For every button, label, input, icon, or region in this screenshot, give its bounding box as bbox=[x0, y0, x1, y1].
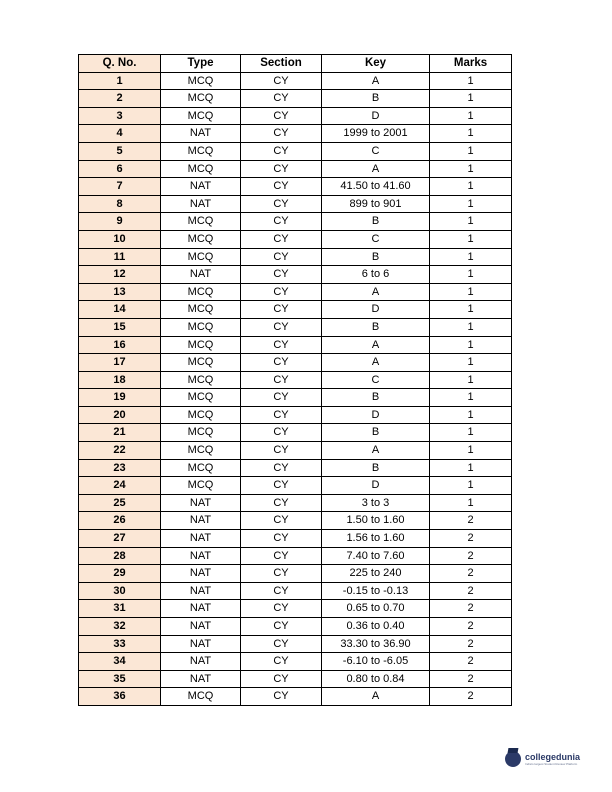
cell-key: A bbox=[322, 442, 430, 460]
brand-logo bbox=[505, 748, 580, 770]
cell-section: CY bbox=[241, 248, 322, 266]
cell-marks: 1 bbox=[430, 477, 512, 495]
table-row bbox=[79, 635, 512, 653]
cell-section: CY bbox=[241, 442, 322, 460]
header-marks: Marks bbox=[430, 55, 512, 73]
cell-section: CY bbox=[241, 160, 322, 178]
cell-key: 6 to 6 bbox=[322, 266, 430, 284]
cell-key: B bbox=[322, 248, 430, 266]
cell-marks: 1 bbox=[430, 266, 512, 284]
cell-key: D bbox=[322, 406, 430, 424]
cell-type: NAT bbox=[161, 547, 241, 565]
cell-marks: 1 bbox=[430, 318, 512, 336]
table-row bbox=[79, 266, 512, 284]
cell-qno: 30 bbox=[79, 582, 161, 600]
table-header-row bbox=[79, 55, 512, 73]
cell-type: NAT bbox=[161, 600, 241, 618]
cell-qno: 18 bbox=[79, 371, 161, 389]
cell-key: A bbox=[322, 283, 430, 301]
cell-marks: 1 bbox=[430, 178, 512, 196]
cell-marks: 2 bbox=[430, 653, 512, 671]
cell-key: B bbox=[322, 424, 430, 442]
cell-section: CY bbox=[241, 266, 322, 284]
cell-section: CY bbox=[241, 530, 322, 548]
cell-key: C bbox=[322, 230, 430, 248]
table-row bbox=[79, 318, 512, 336]
cell-section: CY bbox=[241, 635, 322, 653]
cell-qno: 21 bbox=[79, 424, 161, 442]
cell-marks: 1 bbox=[430, 389, 512, 407]
header-type: Type bbox=[161, 55, 241, 73]
cell-section: CY bbox=[241, 107, 322, 125]
cell-key: 41.50 to 41.60 bbox=[322, 178, 430, 196]
cell-marks: 1 bbox=[430, 90, 512, 108]
table-row bbox=[79, 178, 512, 196]
cell-type: MCQ bbox=[161, 318, 241, 336]
cell-section: CY bbox=[241, 371, 322, 389]
cell-qno: 36 bbox=[79, 688, 161, 706]
cell-type: MCQ bbox=[161, 371, 241, 389]
cell-type: MCQ bbox=[161, 160, 241, 178]
table-row bbox=[79, 354, 512, 372]
cell-qno: 4 bbox=[79, 125, 161, 143]
cell-section: CY bbox=[241, 459, 322, 477]
cell-marks: 1 bbox=[430, 72, 512, 90]
cell-key: 225 to 240 bbox=[322, 565, 430, 583]
cell-qno: 2 bbox=[79, 90, 161, 108]
cell-qno: 24 bbox=[79, 477, 161, 495]
cell-key: 1.56 to 1.60 bbox=[322, 530, 430, 548]
cell-type: NAT bbox=[161, 582, 241, 600]
cell-marks: 1 bbox=[430, 336, 512, 354]
cell-marks: 2 bbox=[430, 618, 512, 636]
cell-section: CY bbox=[241, 389, 322, 407]
cell-type: MCQ bbox=[161, 406, 241, 424]
cell-key: A bbox=[322, 354, 430, 372]
cell-type: MCQ bbox=[161, 459, 241, 477]
cell-key: 0.36 to 0.40 bbox=[322, 618, 430, 636]
cell-qno: 3 bbox=[79, 107, 161, 125]
cell-section: CY bbox=[241, 406, 322, 424]
table-row bbox=[79, 336, 512, 354]
table-row bbox=[79, 582, 512, 600]
cell-qno: 31 bbox=[79, 600, 161, 618]
cell-qno: 20 bbox=[79, 406, 161, 424]
cell-qno: 17 bbox=[79, 354, 161, 372]
cell-qno: 29 bbox=[79, 565, 161, 583]
cell-type: NAT bbox=[161, 670, 241, 688]
cell-qno: 1 bbox=[79, 72, 161, 90]
table-row bbox=[79, 389, 512, 407]
cell-marks: 1 bbox=[430, 160, 512, 178]
cell-marks: 2 bbox=[430, 530, 512, 548]
cell-key: D bbox=[322, 301, 430, 319]
cell-qno: 8 bbox=[79, 195, 161, 213]
cell-type: NAT bbox=[161, 530, 241, 548]
table-row bbox=[79, 283, 512, 301]
cell-key: 7.40 to 7.60 bbox=[322, 547, 430, 565]
table-row bbox=[79, 494, 512, 512]
cell-section: CY bbox=[241, 90, 322, 108]
cell-marks: 1 bbox=[430, 107, 512, 125]
cell-marks: 1 bbox=[430, 195, 512, 213]
table-row bbox=[79, 125, 512, 143]
table-row bbox=[79, 530, 512, 548]
cell-marks: 1 bbox=[430, 301, 512, 319]
table-row bbox=[79, 424, 512, 442]
cell-section: CY bbox=[241, 72, 322, 90]
cell-marks: 1 bbox=[430, 354, 512, 372]
cell-qno: 34 bbox=[79, 653, 161, 671]
cell-type: MCQ bbox=[161, 477, 241, 495]
cell-type: MCQ bbox=[161, 283, 241, 301]
cell-marks: 2 bbox=[430, 600, 512, 618]
cell-marks: 1 bbox=[430, 248, 512, 266]
cell-section: CY bbox=[241, 195, 322, 213]
cell-key: -6.10 to -6.05 bbox=[322, 653, 430, 671]
cell-qno: 9 bbox=[79, 213, 161, 231]
cell-key: B bbox=[322, 90, 430, 108]
table-row bbox=[79, 301, 512, 319]
cell-type: MCQ bbox=[161, 230, 241, 248]
cell-key: D bbox=[322, 477, 430, 495]
cell-type: NAT bbox=[161, 635, 241, 653]
table-row bbox=[79, 90, 512, 108]
cell-marks: 1 bbox=[430, 142, 512, 160]
cell-qno: 14 bbox=[79, 301, 161, 319]
cell-type: NAT bbox=[161, 178, 241, 196]
cell-marks: 1 bbox=[430, 283, 512, 301]
table-row bbox=[79, 442, 512, 460]
cell-key: A bbox=[322, 336, 430, 354]
cell-type: MCQ bbox=[161, 142, 241, 160]
cell-type: MCQ bbox=[161, 248, 241, 266]
table-row bbox=[79, 565, 512, 583]
cell-marks: 2 bbox=[430, 547, 512, 565]
cell-qno: 11 bbox=[79, 248, 161, 266]
cell-section: CY bbox=[241, 354, 322, 372]
table-row bbox=[79, 213, 512, 231]
cell-type: MCQ bbox=[161, 301, 241, 319]
cell-section: CY bbox=[241, 582, 322, 600]
cell-section: CY bbox=[241, 600, 322, 618]
cell-marks: 1 bbox=[430, 230, 512, 248]
cell-qno: 10 bbox=[79, 230, 161, 248]
table-row bbox=[79, 653, 512, 671]
cell-section: CY bbox=[241, 477, 322, 495]
cell-section: CY bbox=[241, 670, 322, 688]
table-row bbox=[79, 477, 512, 495]
cell-type: NAT bbox=[161, 618, 241, 636]
cell-type: NAT bbox=[161, 494, 241, 512]
cell-marks: 1 bbox=[430, 406, 512, 424]
cell-section: CY bbox=[241, 301, 322, 319]
cell-qno: 25 bbox=[79, 494, 161, 512]
cell-key: 1999 to 2001 bbox=[322, 125, 430, 143]
table-row bbox=[79, 600, 512, 618]
table-row bbox=[79, 160, 512, 178]
cell-section: CY bbox=[241, 565, 322, 583]
cell-type: MCQ bbox=[161, 389, 241, 407]
cell-section: CY bbox=[241, 125, 322, 143]
cell-section: CY bbox=[241, 178, 322, 196]
cell-qno: 27 bbox=[79, 530, 161, 548]
cell-marks: 2 bbox=[430, 670, 512, 688]
cell-type: NAT bbox=[161, 266, 241, 284]
cell-type: NAT bbox=[161, 653, 241, 671]
table-row bbox=[79, 107, 512, 125]
table-row bbox=[79, 688, 512, 706]
cell-type: MCQ bbox=[161, 442, 241, 460]
cell-marks: 1 bbox=[430, 494, 512, 512]
cell-qno: 6 bbox=[79, 160, 161, 178]
cell-qno: 22 bbox=[79, 442, 161, 460]
cell-marks: 1 bbox=[430, 125, 512, 143]
cell-section: CY bbox=[241, 424, 322, 442]
cell-key: 899 to 901 bbox=[322, 195, 430, 213]
cell-key: B bbox=[322, 213, 430, 231]
cell-qno: 32 bbox=[79, 618, 161, 636]
cell-key: C bbox=[322, 371, 430, 389]
cell-key: 1.50 to 1.60 bbox=[322, 512, 430, 530]
cell-type: MCQ bbox=[161, 688, 241, 706]
cell-key: 3 to 3 bbox=[322, 494, 430, 512]
cell-qno: 35 bbox=[79, 670, 161, 688]
header-qno: Q. No. bbox=[79, 55, 161, 73]
cell-type: MCQ bbox=[161, 336, 241, 354]
cell-type: MCQ bbox=[161, 424, 241, 442]
table-row bbox=[79, 459, 512, 477]
table-row bbox=[79, 195, 512, 213]
cell-marks: 1 bbox=[430, 442, 512, 460]
table-row bbox=[79, 547, 512, 565]
cell-qno: 19 bbox=[79, 389, 161, 407]
brand-tagline: India's largest Student Review Platform bbox=[525, 761, 578, 766]
cell-section: CY bbox=[241, 213, 322, 231]
cell-key: B bbox=[322, 318, 430, 336]
table-row bbox=[79, 512, 512, 530]
cell-marks: 2 bbox=[430, 565, 512, 583]
cell-key: A bbox=[322, 72, 430, 90]
table-row bbox=[79, 371, 512, 389]
cell-qno: 33 bbox=[79, 635, 161, 653]
cell-key: B bbox=[322, 389, 430, 407]
cell-section: CY bbox=[241, 230, 322, 248]
cell-marks: 1 bbox=[430, 213, 512, 231]
cell-section: CY bbox=[241, 512, 322, 530]
table-row bbox=[79, 248, 512, 266]
cell-type: MCQ bbox=[161, 107, 241, 125]
cell-type: NAT bbox=[161, 195, 241, 213]
cell-marks: 2 bbox=[430, 512, 512, 530]
cell-marks: 2 bbox=[430, 635, 512, 653]
cell-section: CY bbox=[241, 318, 322, 336]
brand-name: collegedunia bbox=[525, 751, 581, 762]
table-row bbox=[79, 230, 512, 248]
cell-key: 33.30 to 36.90 bbox=[322, 635, 430, 653]
cell-section: CY bbox=[241, 494, 322, 512]
cell-type: NAT bbox=[161, 565, 241, 583]
cell-key: B bbox=[322, 459, 430, 477]
cell-section: CY bbox=[241, 653, 322, 671]
cell-qno: 13 bbox=[79, 283, 161, 301]
cell-type: NAT bbox=[161, 512, 241, 530]
cell-qno: 15 bbox=[79, 318, 161, 336]
cell-key: A bbox=[322, 688, 430, 706]
cell-qno: 5 bbox=[79, 142, 161, 160]
header-key: Key bbox=[322, 55, 430, 73]
cell-section: CY bbox=[241, 336, 322, 354]
cell-key: -0.15 to -0.13 bbox=[322, 582, 430, 600]
cell-qno: 23 bbox=[79, 459, 161, 477]
table-row bbox=[79, 406, 512, 424]
cell-section: CY bbox=[241, 618, 322, 636]
cell-type: MCQ bbox=[161, 213, 241, 231]
cell-qno: 28 bbox=[79, 547, 161, 565]
cell-marks: 2 bbox=[430, 688, 512, 706]
graduate-avatar-icon bbox=[505, 751, 521, 767]
cell-section: CY bbox=[241, 283, 322, 301]
table-row bbox=[79, 72, 512, 90]
cell-key: 0.80 to 0.84 bbox=[322, 670, 430, 688]
cell-key: 0.65 to 0.70 bbox=[322, 600, 430, 618]
cell-marks: 1 bbox=[430, 371, 512, 389]
cell-key: A bbox=[322, 160, 430, 178]
cell-qno: 12 bbox=[79, 266, 161, 284]
cell-type: MCQ bbox=[161, 90, 241, 108]
table-row bbox=[79, 618, 512, 636]
cell-section: CY bbox=[241, 547, 322, 565]
cell-key: C bbox=[322, 142, 430, 160]
cell-qno: 16 bbox=[79, 336, 161, 354]
cell-qno: 26 bbox=[79, 512, 161, 530]
cell-marks: 1 bbox=[430, 424, 512, 442]
cell-key: D bbox=[322, 107, 430, 125]
header-section: Section bbox=[241, 55, 322, 73]
cell-section: CY bbox=[241, 688, 322, 706]
cell-type: MCQ bbox=[161, 72, 241, 90]
cell-section: CY bbox=[241, 142, 322, 160]
cell-marks: 2 bbox=[430, 582, 512, 600]
cell-type: MCQ bbox=[161, 354, 241, 372]
table-row bbox=[79, 670, 512, 688]
cell-marks: 1 bbox=[430, 459, 512, 477]
table-row bbox=[79, 142, 512, 160]
answer-key-table bbox=[78, 54, 512, 706]
cell-type: NAT bbox=[161, 125, 241, 143]
cell-qno: 7 bbox=[79, 178, 161, 196]
